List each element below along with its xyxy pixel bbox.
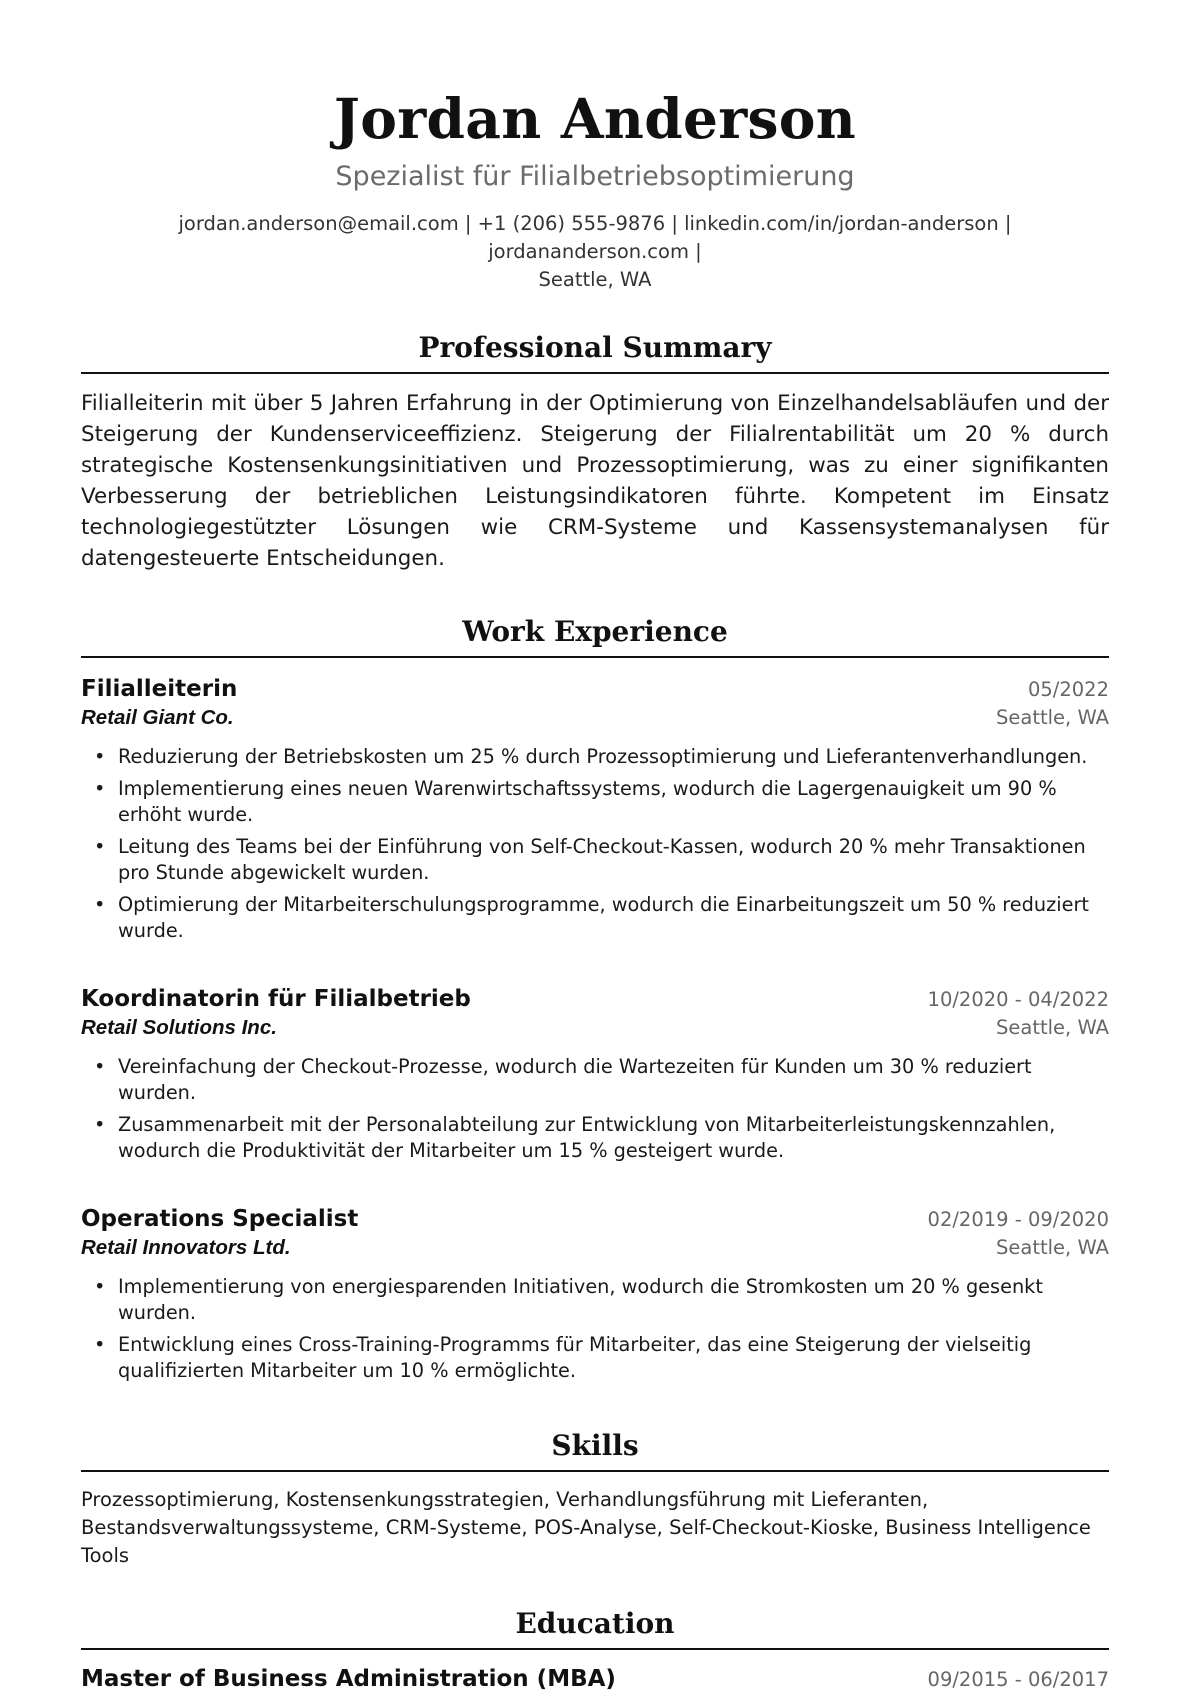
job-location: Seattle, WA xyxy=(996,1236,1109,1259)
candidate-title: Spezialist für Filialbetriebsoptimierung xyxy=(335,161,855,192)
job-bullets xyxy=(81,1274,1109,1384)
job-company-row xyxy=(81,704,1109,732)
skills-line: Bestandsverwaltungssysteme, CRM-Systeme, POS-Analyse, Self-Checkout-Kioske, Business Intelligence Tools xyxy=(81,1516,1091,1567)
bullet-icon: • xyxy=(94,777,106,800)
job-title: Koordinatorin für Filialbetrieb xyxy=(81,986,471,1012)
bullet-text: Implementierung eines neuen Warenwirtschaftssystems, wodurch die Lagergenauigkeit um 90 % erhöht wurde. xyxy=(118,777,1057,826)
job-company: Retail Solutions Inc. xyxy=(81,1016,277,1039)
summary-text: Filialleiterin mit über 5 Jahren Erfahrung in der Optimierung von Einzelhandelsabläufen und der Steigerung der Kundenserviceeffizienz. Steigerung der Filialrentabilität um 20 % durch strategische Kostensenkungsinitiativen und Prozessoptimierung, was zu einer signifikanten Verbesserung der betrieblichen Leistungsindikatoren führte. Kompetent im Einsatz technologiegestützter Lösungen wie CRM-Systeme und Kassensystemanalysen für datengesteuerte Entscheidungen. xyxy=(81,391,1109,571)
job-company: Retail Innovators Ltd. xyxy=(81,1236,291,1259)
contact-info xyxy=(81,210,1109,294)
job-bullets xyxy=(81,1054,1109,1164)
bullet-text: Reduzierung der Betriebskosten um 25 % durch Prozessoptimierung und Lieferantenverhandlungen. xyxy=(118,745,1088,768)
bullet-item xyxy=(81,892,1109,944)
education-entry xyxy=(81,1664,1109,1694)
bullet-text: Implementierung von energiesparenden Initiativen, wodurch die Stromkosten um 20 % gesenkt wurden. xyxy=(118,1275,1043,1324)
bullet-icon: • xyxy=(94,835,106,858)
job-bullets xyxy=(81,744,1109,944)
job-header xyxy=(81,674,1109,704)
bullet-item xyxy=(81,1054,1109,1106)
education-date: 09/2015 - 06/2017 xyxy=(927,1668,1109,1691)
job-date: 10/2020 - 04/2022 xyxy=(927,988,1109,1011)
bullet-item xyxy=(81,1332,1109,1384)
bullet-icon: • xyxy=(94,893,106,916)
section-heading-summary: Professional Summary xyxy=(81,330,1109,374)
skills-line: Prozessoptimierung, Kostensenkungsstrategien, Verhandlungsführung mit Lieferanten, xyxy=(81,1488,929,1511)
bullet-icon: • xyxy=(94,1275,106,1298)
bullet-icon: • xyxy=(94,1055,106,1078)
bullet-icon: • xyxy=(94,1113,106,1136)
job-entry xyxy=(81,984,1109,1164)
education-section xyxy=(81,1606,1109,1694)
job-company-row xyxy=(81,1014,1109,1042)
job-entry xyxy=(81,1204,1109,1384)
bullet-icon: • xyxy=(94,1333,106,1356)
bullet-text: Leitung des Teams bei der Einführung von Self-Checkout-Kassen, wodurch 20 % mehr Transaktionen pro Stunde abgewickelt wurden. xyxy=(118,835,1086,884)
education-degree: Master of Business Administration (MBA) xyxy=(81,1666,616,1692)
bullet-item xyxy=(81,744,1109,770)
job-entry xyxy=(81,674,1109,944)
bullet-text: Entwicklung eines Cross-Training-Programms für Mitarbeiter, das eine Steigerung der vielseitig qualifizierten Mitarbeiter um 10 % ermöglichte. xyxy=(118,1333,1032,1382)
job-title: Filialleiterin xyxy=(81,676,238,702)
job-company: Retail Giant Co. xyxy=(81,706,234,729)
bullet-item xyxy=(81,776,1109,828)
contact-location: Seattle, WA xyxy=(538,268,652,291)
job-date: 02/2019 - 09/2020 xyxy=(927,1208,1109,1231)
candidate-name: Jordan Anderson xyxy=(333,86,857,151)
bullet-item xyxy=(81,1274,1109,1326)
experience-section xyxy=(81,614,1109,1384)
section-heading-education: Education xyxy=(81,1606,1109,1650)
bullet-item xyxy=(81,1112,1109,1164)
contact-line: jordan.anderson@email.com | +1 (206) 555-9876 | linkedin.com/in/jordan-anderson | jordananderson.com | xyxy=(178,212,1012,263)
job-date: 05/2022 xyxy=(1027,678,1109,701)
job-location: Seattle, WA xyxy=(996,1016,1109,1039)
skills-section xyxy=(81,1428,1109,1570)
section-heading-experience: Work Experience xyxy=(81,614,1109,658)
bullet-item xyxy=(81,834,1109,886)
job-header xyxy=(81,1204,1109,1234)
bullet-icon: • xyxy=(94,745,106,768)
skills-list xyxy=(81,1486,1109,1570)
job-title: Operations Specialist xyxy=(81,1206,359,1232)
summary-section xyxy=(81,330,1109,574)
section-heading-skills: Skills xyxy=(81,1428,1109,1472)
bullet-text: Vereinfachung der Checkout-Prozesse, wodurch die Wartezeiten für Kunden um 30 % reduziert wurden. xyxy=(118,1055,1032,1104)
bullet-text: Zusammenarbeit mit der Personalabteilung zur Entwicklung von Mitarbeiterleistungskennzahlen, wodurch die Produktivität der Mitarbeiter um 15 % gesteigert wurde. xyxy=(118,1113,1056,1162)
job-location: Seattle, WA xyxy=(996,706,1109,729)
job-company-row xyxy=(81,1234,1109,1262)
job-header xyxy=(81,984,1109,1014)
bullet-text: Optimierung der Mitarbeiterschulungsprogramme, wodurch die Einarbeitungszeit um 50 % reduziert wurde. xyxy=(118,893,1089,942)
